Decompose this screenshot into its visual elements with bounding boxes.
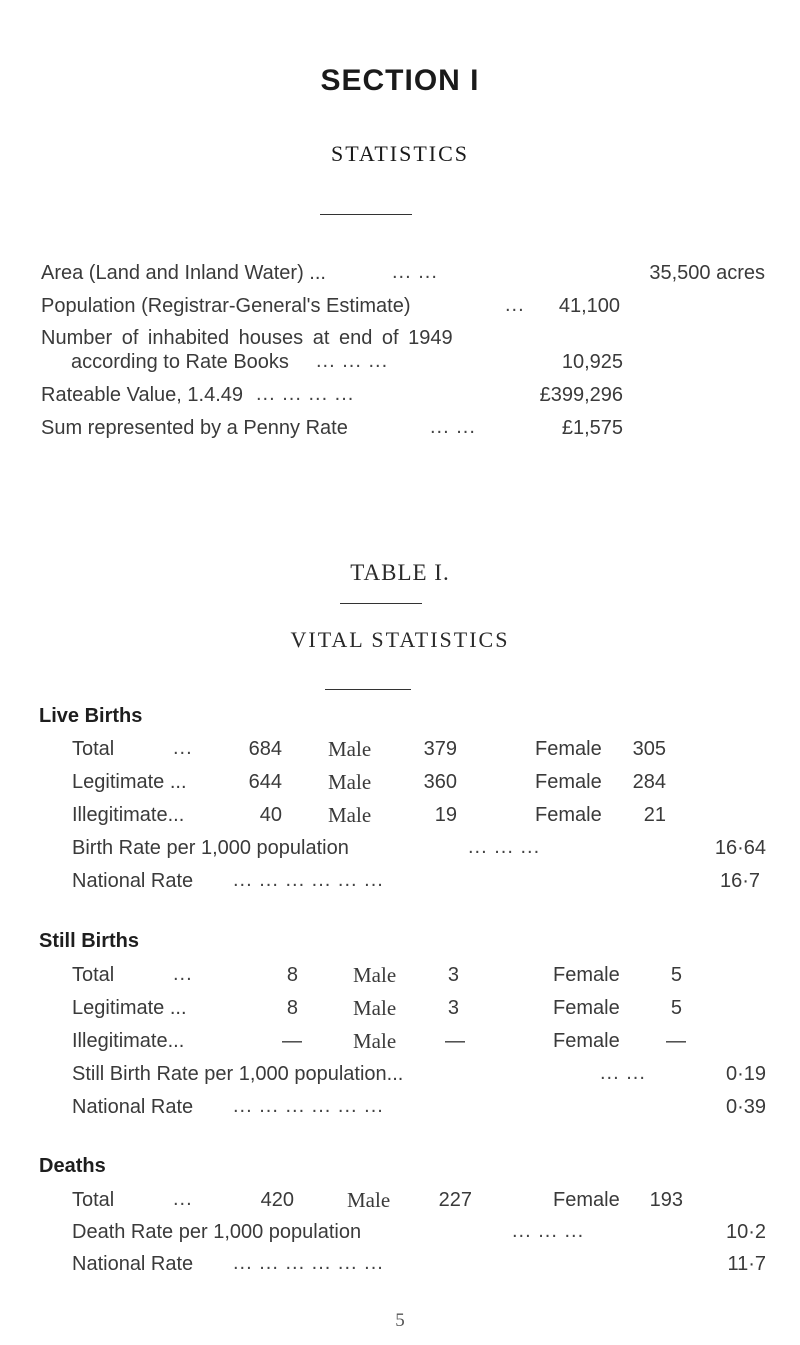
summary-label-houses-line2: according to Rate Books — [71, 351, 289, 373]
row-count: 8 — [286, 997, 298, 1019]
male-count: 19 — [434, 804, 457, 826]
national-rate-value: 16·7 — [719, 870, 760, 892]
national-rate-dots: ... ... ... ... ... ... — [233, 1252, 384, 1274]
national-rate-label: National Rate — [72, 1096, 194, 1118]
rate-value: 16·64 — [714, 837, 766, 859]
female-label: Female — [553, 997, 620, 1019]
row-count: 644 — [248, 771, 282, 793]
female-label: Female — [535, 738, 602, 760]
row-label: Legitimate ... — [72, 997, 187, 1019]
male-count: 379 — [423, 738, 457, 760]
row-label: Illegitimate... — [72, 804, 185, 826]
rate-label: Death Rate per 1,000 population — [72, 1221, 362, 1243]
male-label: Male — [328, 803, 372, 827]
male-label: Male — [328, 737, 372, 761]
male-count: 3 — [447, 964, 459, 986]
page-number: 5 — [395, 1310, 405, 1331]
row-dots: ... — [173, 737, 193, 759]
summary-label-area: Area (Land and Inland Water) ... — [41, 262, 326, 284]
divider-rule — [340, 603, 422, 604]
summary-value-rateable-value: £399,296 — [539, 384, 623, 406]
summary-value-area: 35,500 acres — [649, 262, 765, 284]
male-count: 227 — [438, 1189, 472, 1211]
rate-dots: ... ... ... — [468, 836, 541, 858]
female-count: 284 — [632, 771, 666, 793]
row-dots: ... — [173, 963, 193, 985]
section-subheading: STATISTICS — [330, 141, 470, 166]
row-count: 684 — [248, 738, 282, 760]
male-label: Male — [353, 963, 397, 987]
female-count: 5 — [670, 997, 682, 1019]
rate-label: Still Birth Rate per 1,000 population... — [72, 1063, 404, 1085]
summary-label-rateable-value: Rateable Value, 1.4.49 — [41, 384, 244, 406]
national-rate-dots: ... ... ... ... ... ... — [233, 869, 384, 891]
still-births-title: Still Births — [39, 930, 140, 952]
row-label: Total — [72, 738, 115, 760]
row-count: 40 — [259, 804, 282, 826]
summary-dots: ... ... ... — [316, 350, 389, 372]
summary-dots: ... ... — [430, 416, 476, 438]
female-count: 193 — [649, 1189, 683, 1211]
row-count: 420 — [260, 1189, 294, 1211]
male-count: 3 — [447, 997, 459, 1019]
national-rate-value: 11·7 — [727, 1253, 766, 1275]
male-count: — — [445, 1030, 465, 1052]
table-subtitle: VITAL STATISTICS — [290, 627, 510, 652]
row-dots: ... — [173, 1188, 193, 1210]
male-count: 360 — [423, 771, 457, 793]
male-label: Male — [353, 1029, 397, 1053]
female-count: 21 — [643, 804, 666, 826]
female-label: Female — [535, 804, 602, 826]
rate-dots: ... ... — [600, 1062, 646, 1084]
female-count: 5 — [670, 964, 682, 986]
national-rate-value: 0·39 — [725, 1096, 766, 1118]
row-label: Total — [72, 964, 115, 986]
female-count: 305 — [632, 738, 666, 760]
row-count: — — [282, 1030, 302, 1052]
table-title: TABLE I. — [350, 560, 450, 585]
summary-label-houses-line1: Number of inhabited houses at end of 1949 — [41, 327, 453, 349]
rate-label: Birth Rate per 1,000 population — [72, 837, 349, 859]
row-label: Legitimate ... — [72, 771, 187, 793]
summary-label-population: Population (Registrar-General's Estimate) — [41, 295, 411, 317]
rate-value: 10·2 — [725, 1221, 766, 1243]
national-rate-label: National Rate — [72, 1253, 194, 1275]
deaths-title: Deaths — [39, 1155, 106, 1177]
summary-value-penny-rate: £1,575 — [561, 417, 623, 439]
section-heading: SECTION I — [320, 64, 480, 97]
summary-dots: ... ... ... ... — [256, 383, 355, 405]
national-rate-label: National Rate — [72, 870, 194, 892]
male-label: Male — [353, 996, 397, 1020]
row-label: Illegitimate... — [72, 1030, 185, 1052]
summary-label-penny-rate: Sum represented by a Penny Rate — [41, 417, 348, 439]
female-label: Female — [553, 1189, 620, 1211]
male-label: Male — [328, 770, 372, 794]
male-label: Male — [347, 1188, 391, 1212]
rate-dots: ... ... ... — [512, 1220, 585, 1242]
female-label: Female — [535, 771, 602, 793]
summary-dots: ... ... — [392, 261, 438, 283]
row-count: 8 — [286, 964, 298, 986]
national-rate-dots: ... ... ... ... ... ... — [233, 1095, 384, 1117]
summary-dots: ... — [505, 294, 525, 316]
rate-value: 0·19 — [725, 1063, 766, 1085]
live-births-title: Live Births — [39, 705, 143, 727]
summary-value-population: 41,100 — [558, 295, 620, 317]
divider-rule — [320, 214, 412, 215]
female-count: — — [666, 1030, 686, 1052]
female-label: Female — [553, 964, 620, 986]
row-label: Total — [72, 1189, 115, 1211]
female-label: Female — [553, 1030, 620, 1052]
divider-rule — [325, 689, 411, 690]
summary-value-houses: 10,925 — [561, 351, 623, 373]
